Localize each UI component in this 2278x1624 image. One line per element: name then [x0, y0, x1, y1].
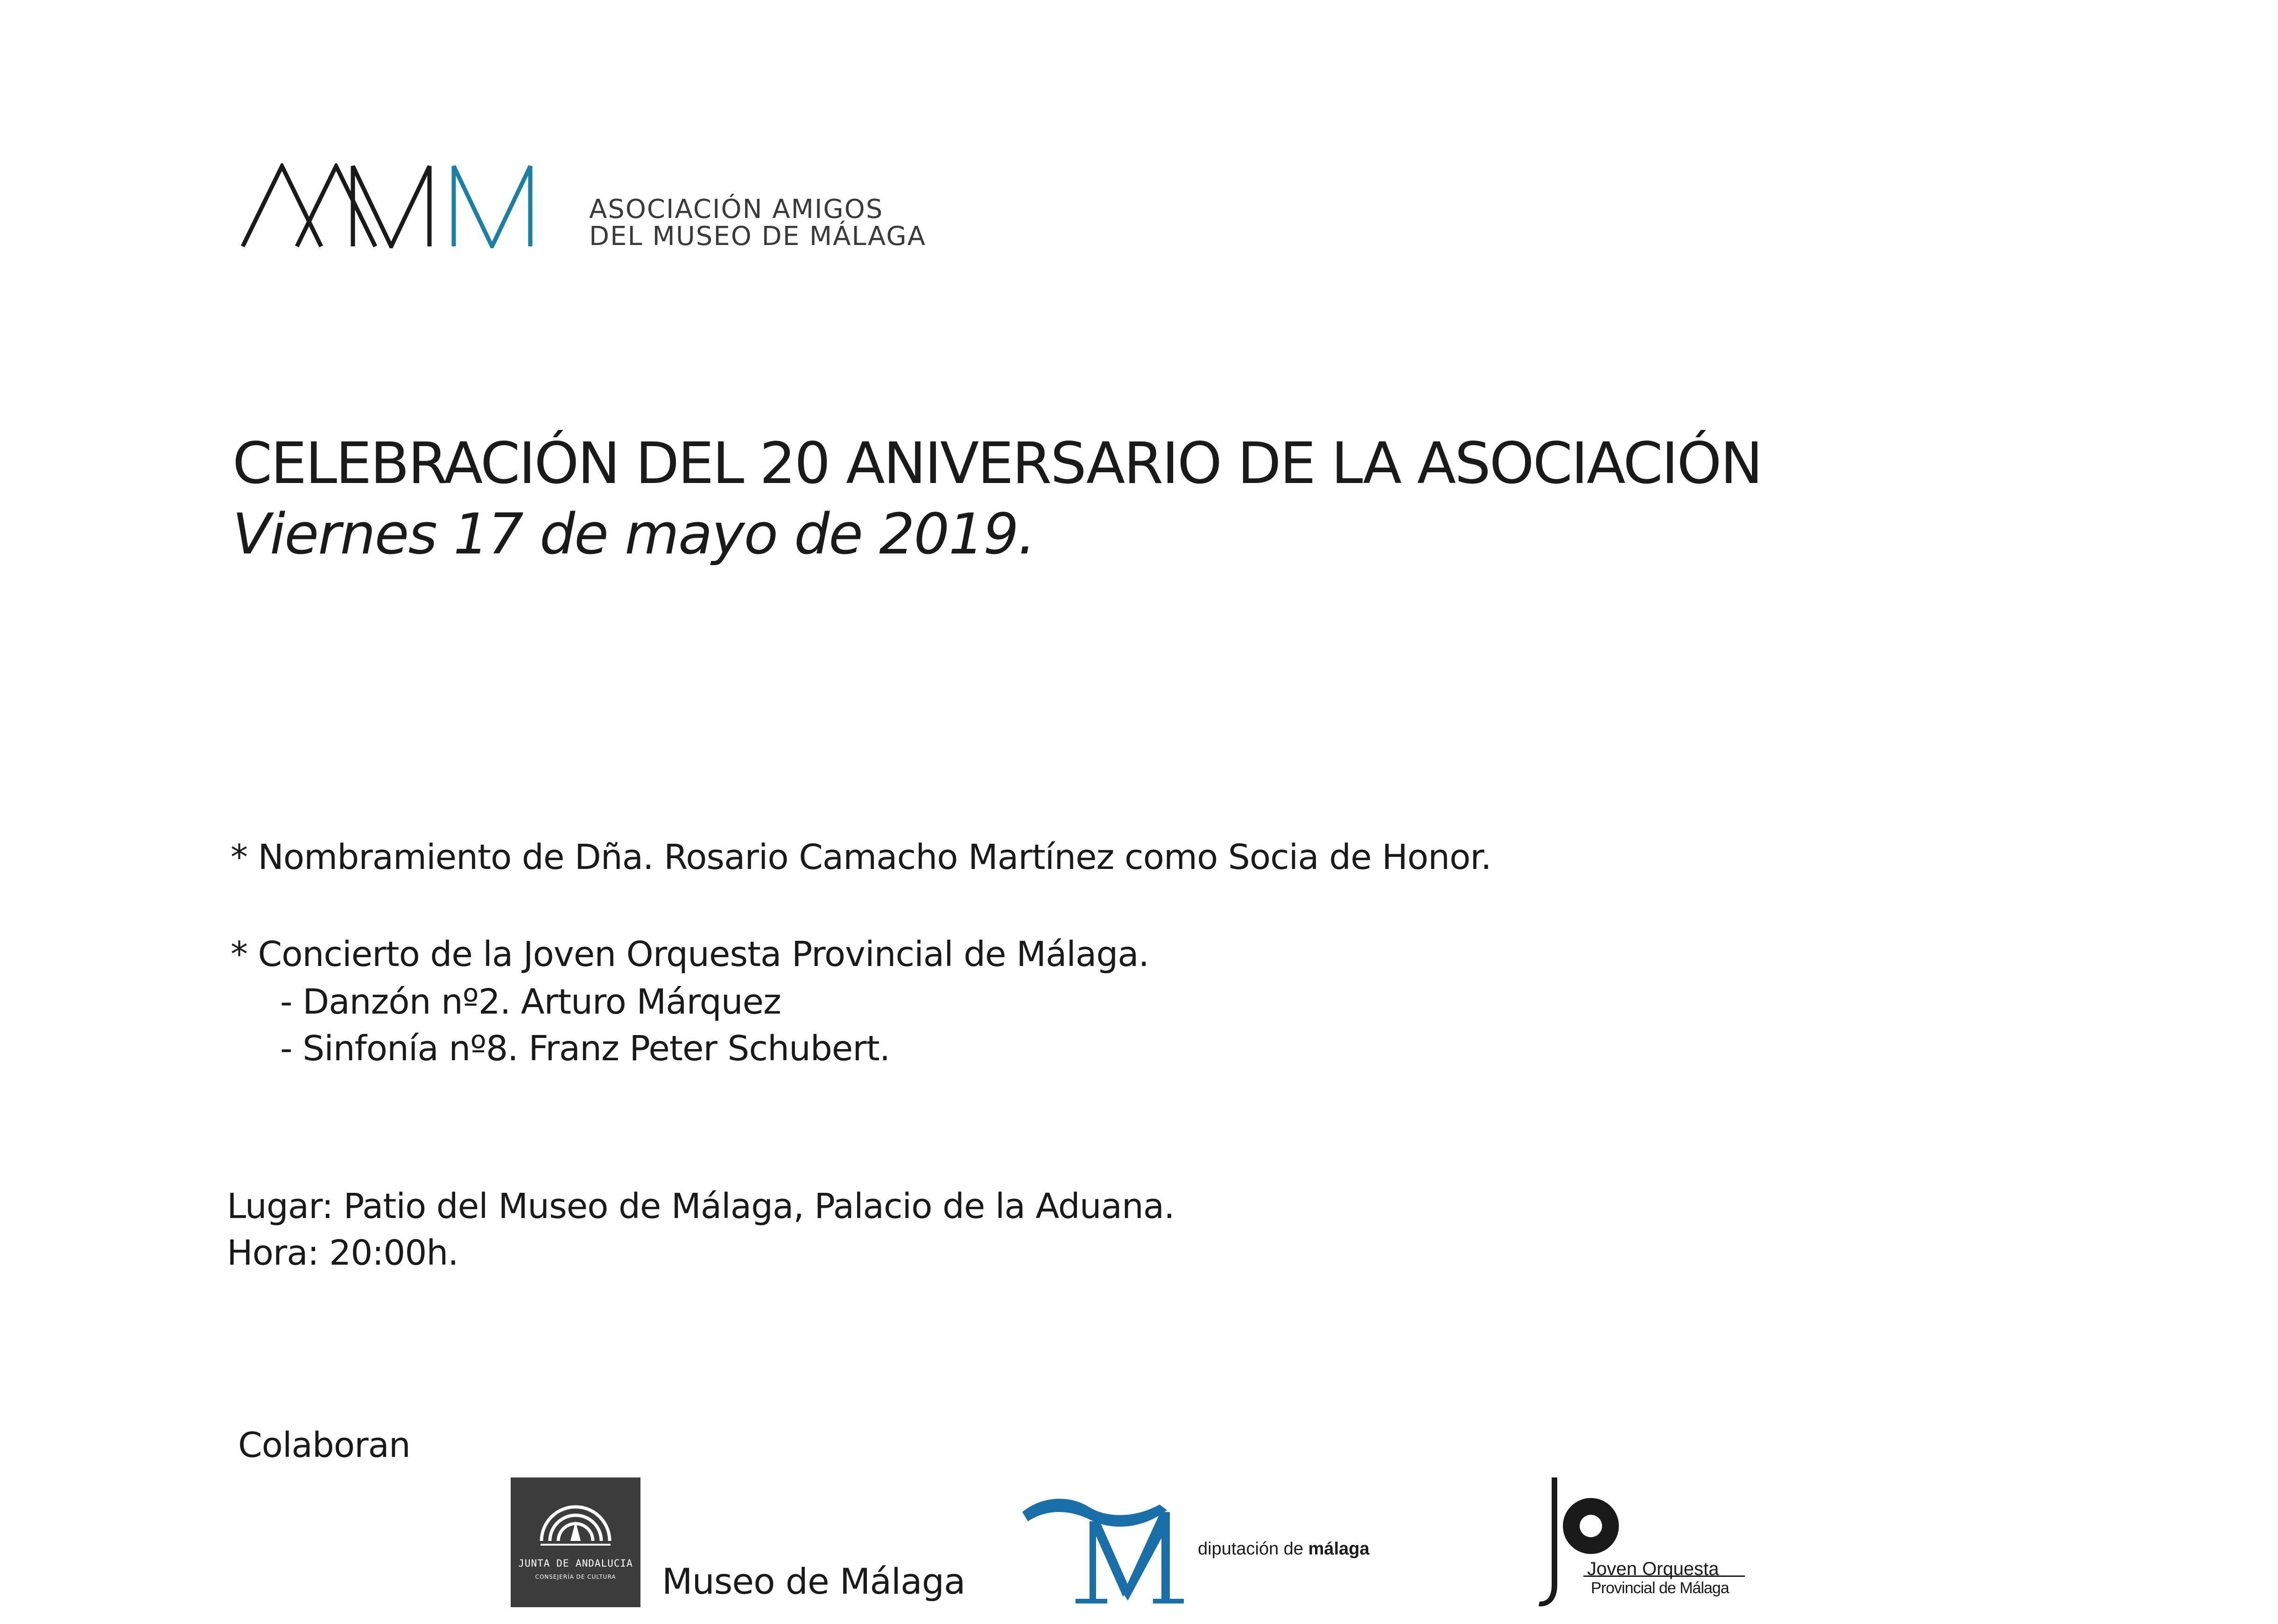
- program-sub-item: - Danzón nº2. Arturo Márquez: [280, 982, 781, 1022]
- diputacion-bold: málaga: [1308, 1539, 1370, 1559]
- org-name-line-1: ASOCIACIÓN AMIGOS: [589, 194, 884, 224]
- museo-malaga-label: Museo de Málaga: [662, 1561, 965, 1602]
- junta-andalucia-logo: [511, 1477, 640, 1607]
- program-sub-item: - Sinfonía nº8. Franz Peter Schubert.: [280, 1029, 890, 1069]
- junta-emblem-icon: [536, 1489, 615, 1554]
- program-item-concert: * Concierto de la Joven Orquesta Provincial de Málaga.: [231, 934, 1149, 974]
- diputacion-name: [1198, 1539, 1370, 1559]
- venue-text: Lugar: Patio del Museo de Málaga, Palacio de la Aduana.: [227, 1186, 1174, 1226]
- event-title: CELEBRACIÓN DEL 20 ANIVERSARIO DE LA ASOCIACIÓN: [232, 430, 1762, 497]
- jop-name-line-2: Provincial de Málaga: [1591, 1579, 1729, 1597]
- program-item-honor: * Nombramiento de Dña. Rosario Camacho Martínez como Socia de Honor.: [231, 837, 1491, 877]
- event-date: Viernes 17 de mayo de 2019.: [232, 502, 1035, 567]
- diputacion-prefix: diputación de: [1198, 1539, 1304, 1559]
- time-text: Hora: 20:00h.: [227, 1233, 458, 1273]
- jop-name-line-1: Joven Orquesta: [1587, 1559, 1719, 1579]
- junta-department: CONSEJERÍA DE CULTURA: [535, 1574, 616, 1580]
- junta-name: JUNTA DE ANDALUCIA: [518, 1558, 633, 1569]
- diputacion-m-logo: [1019, 1493, 1193, 1607]
- aamm-logo: [241, 163, 563, 248]
- org-name-line-2: DEL MUSEO DE MÁLAGA: [589, 221, 927, 252]
- collaborators-label: Colaboran: [238, 1425, 410, 1465]
